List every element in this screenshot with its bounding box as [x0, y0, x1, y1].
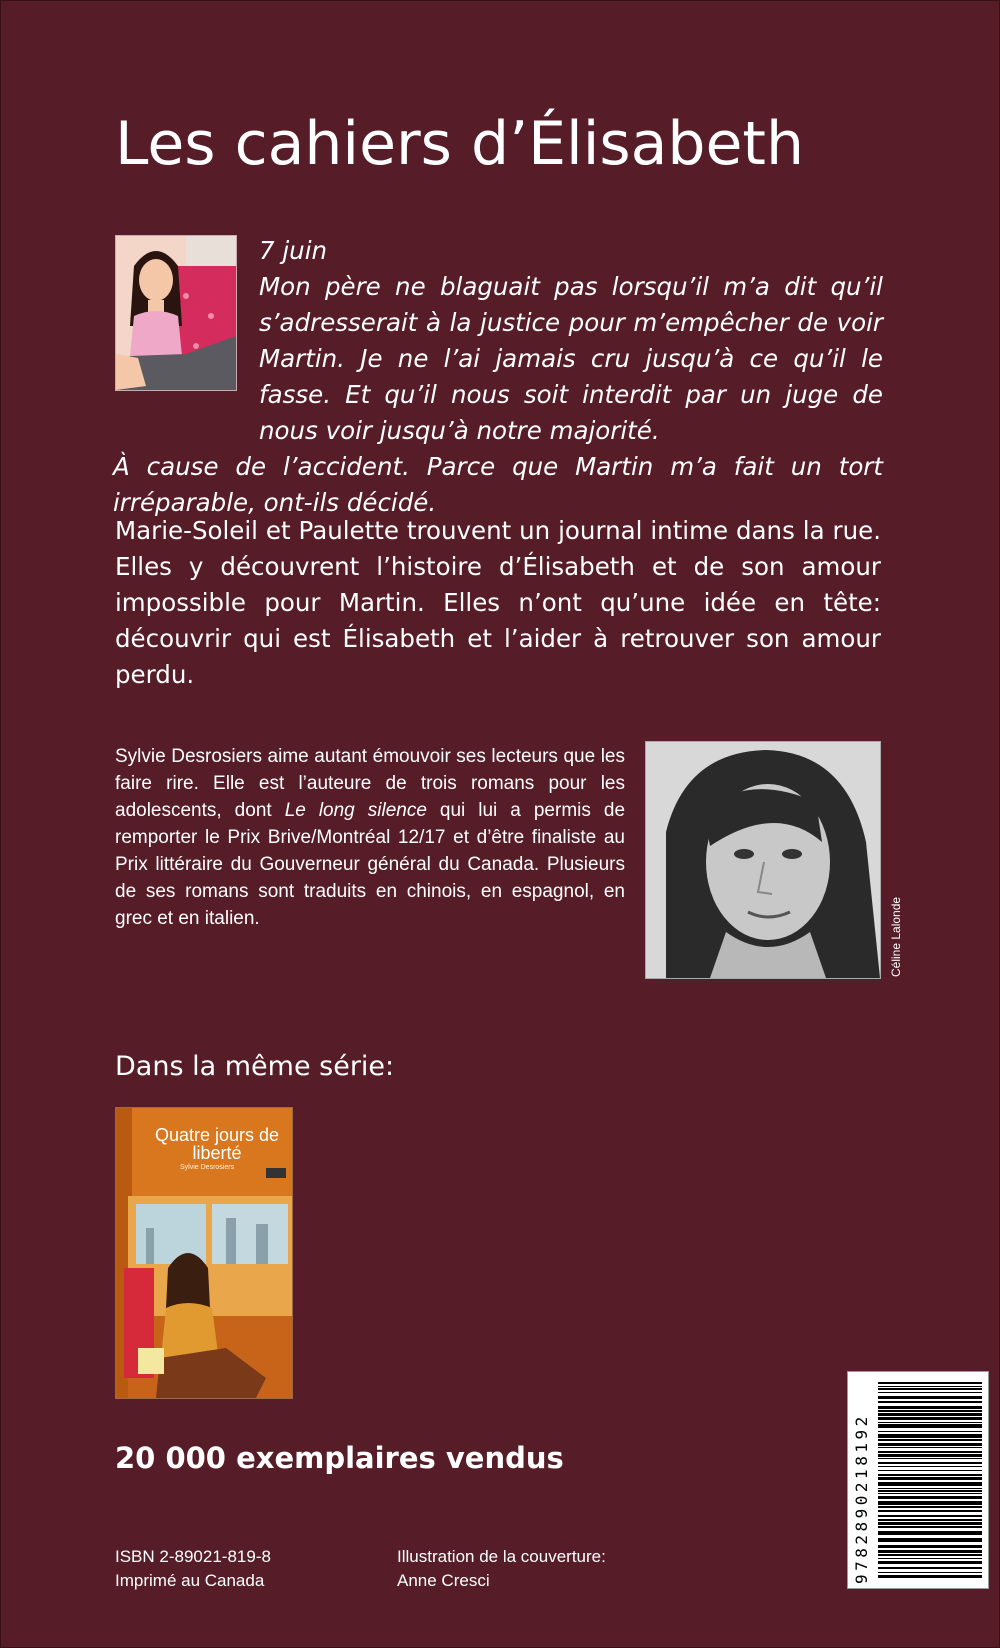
barcode-bar [878, 1417, 982, 1420]
barcode-bar [878, 1496, 982, 1499]
author-portrait [646, 742, 880, 978]
barcode-bar [878, 1519, 982, 1521]
barcode-bar [878, 1458, 982, 1459]
barcode-bar [878, 1386, 982, 1387]
excerpt-text [113, 269, 883, 521]
book-title: Les cahiers d’Élisabeth [115, 109, 804, 179]
barcode-bar [878, 1531, 982, 1535]
barcode-bar [878, 1434, 982, 1438]
barcode-bar [878, 1410, 982, 1412]
barcode-bar [878, 1396, 982, 1399]
barcode-bar [878, 1545, 982, 1548]
barcode-bar [878, 1401, 982, 1403]
barcode-bar [878, 1493, 982, 1494]
barcode-bar [878, 1558, 982, 1559]
barcode-bar [878, 1522, 982, 1525]
barcode-bar [878, 1567, 982, 1569]
isbn: ISBN 2-89021-819-8 [115, 1547, 271, 1566]
barcode-bar [878, 1550, 982, 1553]
barcode-bar [878, 1406, 982, 1409]
barcode [847, 1371, 989, 1589]
barcode-bar [878, 1506, 982, 1508]
barcode-bar [878, 1424, 982, 1428]
series-book-cover [115, 1107, 293, 1399]
barcode-bar [878, 1462, 982, 1464]
barcode-bar [878, 1466, 982, 1467]
barcode-bar [878, 1488, 982, 1489]
series-heading: Dans la même série: [115, 1051, 395, 1082]
barcode-bar [878, 1561, 982, 1564]
barcode-bar [878, 1510, 982, 1512]
bio-text-1: Sylvie Desrosiers aime autant émouvoir ses lecteurs que les faire rire. Elle est l’auteure de trois romans pour les adolescents, dont [115, 746, 625, 821]
barcode-bar [878, 1482, 982, 1486]
barcode-bar [878, 1431, 982, 1432]
illustrator-name: Anne Cresci [397, 1571, 490, 1590]
isbn-block [115, 1545, 271, 1593]
diary-excerpt [113, 233, 883, 521]
barcode-bar [878, 1470, 982, 1471]
excerpt-text-indented: Mon père ne blaguait pas lorsqu’il m’a dit qu’il s’adresserait à la justice pour m’empêcher de voir Martin. Je ne l’ai jamais cru jusqu’à ce qu’il le fasse. Et qu’il nous soit interdit par un juge de nous voir jusqu’à notre majorité. [259, 272, 883, 445]
bio-text-2: qui lui a permis de remporter le Prix Brive/Montréal 12/17 et d’être finaliste au Prix littéraire du Gouverneur général du Canada. Plusieurs de ses romans sont traduits en chinois, en espagnol, en grec et en italien. [115, 800, 626, 929]
illustration-credit [397, 1545, 606, 1593]
printed-in: Imprimé au Canada [115, 1571, 265, 1590]
author-bio [115, 743, 625, 932]
excerpt-text-continued: À cause de l’accident. Parce que Martin m’a fait un tort irréparable, ont-ils décidé. [113, 452, 883, 517]
barcode-bar [878, 1515, 982, 1517]
barcode-bar [878, 1526, 982, 1528]
barcode-bar [878, 1474, 982, 1476]
barcode-bar [878, 1443, 982, 1446]
series-book-author: Sylvie Desrosiers [180, 1164, 235, 1171]
barcode-bar [878, 1388, 982, 1390]
barcode-bar [878, 1422, 982, 1423]
photo-credit: Céline Lalonde [889, 896, 903, 977]
barcode-bar [878, 1454, 982, 1457]
barcode-bar [878, 1392, 982, 1393]
barcode-digits: 9782890218192 [852, 1413, 871, 1584]
barcode-bar [878, 1554, 982, 1556]
barcode-bar [878, 1501, 982, 1505]
illustration-label: Illustration de la couverture: [397, 1547, 606, 1566]
barcode-bar [878, 1477, 982, 1480]
barcode-bar [878, 1451, 982, 1453]
barcode-bar [878, 1382, 982, 1384]
series-book-title: Quatre jours de liberté [154, 1125, 280, 1163]
barcode-bar [878, 1490, 982, 1492]
barcode-bar [878, 1575, 982, 1578]
excerpt-date: 7 juin [259, 236, 328, 265]
barcode-bar [878, 1572, 982, 1573]
barcode-bar [878, 1447, 982, 1448]
barcode-bar [878, 1439, 982, 1441]
author-photo [645, 741, 881, 979]
book-summary: Marie-Soleil et Paulette trouvent un journal intime dans la rue. Elles y découvrent l’histoire d’Élisabeth et de son amour impossible pour Martin. Elles n’ont qu’une idée en tête: découvrir qui est Élisabeth et l’aider à retrouver son amour perdu. [115, 516, 881, 689]
sales-line: 20 000 exemplaires vendus [115, 1441, 564, 1475]
barcode-bar [878, 1413, 982, 1416]
barcode-bar [878, 1538, 982, 1542]
bio-book-title: Le long silence [284, 800, 427, 821]
